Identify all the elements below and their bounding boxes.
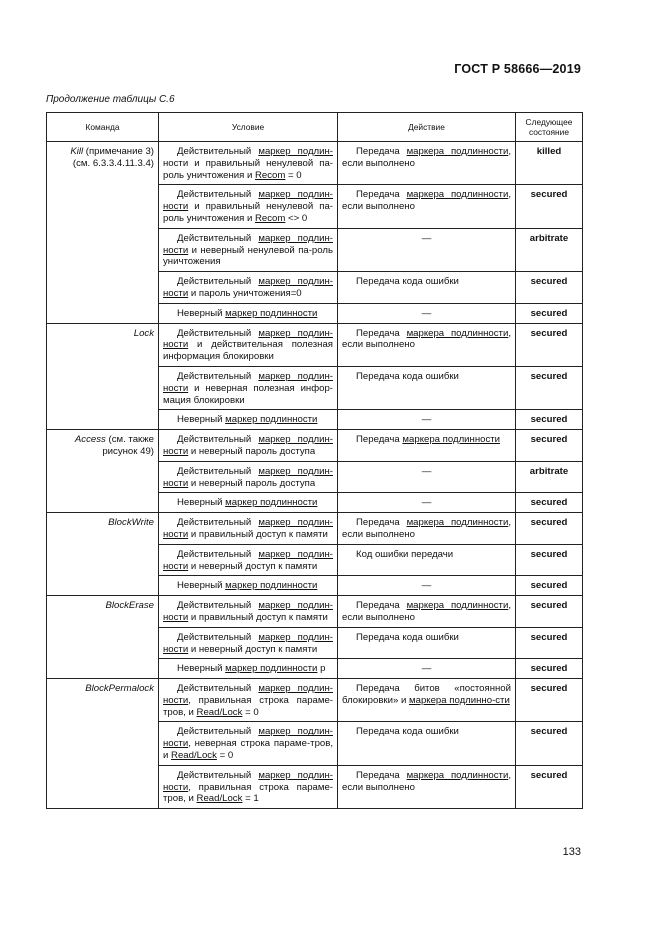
underlined-term: маркера подлинности bbox=[406, 189, 509, 201]
text-fragment: и неверный ненулевой па-роль уничтожения bbox=[163, 244, 333, 268]
underlined-term: Read/Lock bbox=[171, 750, 217, 762]
text-fragment: Передача bbox=[356, 517, 407, 529]
command-cell bbox=[47, 596, 159, 628]
table-row bbox=[47, 493, 583, 513]
text-fragment: Неверный bbox=[177, 497, 226, 509]
text-fragment: — bbox=[421, 663, 432, 675]
underlined-term: маркер подлин-ности bbox=[163, 769, 333, 793]
table-row bbox=[47, 366, 583, 409]
condition-cell bbox=[159, 430, 338, 462]
action-cell bbox=[338, 366, 516, 409]
text-fragment: = 1 bbox=[242, 793, 259, 805]
next-state-cell: secured bbox=[516, 493, 583, 513]
text-fragment: — bbox=[421, 414, 432, 426]
table-row bbox=[47, 142, 583, 185]
command-cell bbox=[47, 366, 159, 409]
text-fragment: Действительный bbox=[177, 327, 259, 339]
next-state-cell: secured bbox=[516, 765, 583, 808]
action-cell bbox=[338, 544, 516, 576]
text-fragment: Действительный bbox=[177, 726, 259, 738]
condition-cell bbox=[159, 366, 338, 409]
condition-cell bbox=[159, 659, 338, 679]
command-cell bbox=[47, 659, 159, 679]
text-fragment: = 0 bbox=[242, 706, 259, 718]
text-fragment: и неверная полезная инфор-мация блокировки bbox=[163, 382, 333, 406]
condition-cell bbox=[159, 513, 338, 545]
command-cell bbox=[47, 493, 159, 513]
table-header-row bbox=[47, 113, 583, 142]
underlined-term: маркер подлин-ности bbox=[163, 517, 333, 540]
table-row bbox=[47, 461, 583, 493]
next-state-cell: secured bbox=[516, 596, 583, 628]
table-row bbox=[47, 410, 583, 430]
underlined-term: маркера подлинности bbox=[406, 517, 509, 529]
condition-cell bbox=[159, 627, 338, 659]
underlined-term: маркер подлин-ности bbox=[163, 726, 333, 750]
underlined-term: маркер подлин-ности bbox=[163, 232, 333, 256]
table-row bbox=[47, 679, 583, 722]
next-state-cell: secured bbox=[516, 544, 583, 576]
text-fragment: и неверный доступ к памяти bbox=[188, 643, 318, 655]
text-fragment: и неверный пароль доступа bbox=[188, 477, 316, 489]
text-fragment: Передача кода ошибки bbox=[356, 370, 459, 382]
text-fragment: Действительный bbox=[177, 769, 259, 781]
command-cell bbox=[47, 303, 159, 323]
text-fragment: р bbox=[317, 663, 326, 675]
underlined-term: маркер подлин-ности bbox=[163, 683, 333, 706]
text-fragment: Передача битов «постоянной блокировки» и bbox=[342, 683, 511, 706]
action-cell bbox=[338, 765, 516, 808]
next-state-cell: secured bbox=[516, 272, 583, 304]
action-cell bbox=[338, 596, 516, 628]
action-cell bbox=[338, 513, 516, 545]
text-fragment: Действительный bbox=[177, 146, 259, 157]
underlined-term: маркер подлин-ности bbox=[163, 465, 333, 489]
action-cell bbox=[338, 461, 516, 493]
underlined-term: маркер подлинности bbox=[225, 580, 318, 592]
underlined-term: Read/Lock bbox=[196, 793, 243, 805]
condition-cell bbox=[159, 544, 338, 576]
underlined-term: маркера подлинности bbox=[402, 434, 501, 446]
text-fragment: — bbox=[421, 232, 432, 244]
table-row bbox=[47, 272, 583, 304]
command-cell bbox=[47, 513, 159, 545]
text-fragment: Действительный bbox=[177, 189, 259, 201]
text-fragment: и правильный доступ к памяти bbox=[188, 528, 328, 540]
text-fragment: Код ошибки передачи bbox=[356, 548, 454, 560]
text-fragment: ности и правильный ненулевой па-роль уничтожения и bbox=[163, 157, 333, 181]
text-fragment: Передача bbox=[356, 327, 407, 339]
underlined-term: маркер подлинности bbox=[225, 497, 318, 509]
underlined-term: маркер подлинности bbox=[225, 307, 318, 319]
condition-cell bbox=[159, 461, 338, 493]
table-row bbox=[47, 596, 583, 628]
text-fragment: , если выполнено bbox=[342, 189, 511, 213]
text-fragment: Неверный bbox=[177, 414, 226, 426]
command-cell bbox=[47, 461, 159, 493]
action-cell bbox=[338, 627, 516, 659]
command-cell bbox=[47, 430, 159, 462]
underlined-term: маркер подлин-ности bbox=[163, 276, 333, 299]
text-fragment: <> 0 bbox=[285, 212, 308, 224]
command-name: Access bbox=[74, 434, 106, 446]
command-name: Lock bbox=[133, 327, 154, 339]
next-state-cell: secured bbox=[516, 513, 583, 545]
table-row bbox=[47, 323, 583, 366]
action-cell bbox=[338, 272, 516, 304]
text-fragment: Действительный bbox=[177, 370, 259, 382]
underlined-term: маркер подлин-ности bbox=[163, 370, 333, 394]
table-row bbox=[47, 576, 583, 596]
command-cell bbox=[47, 272, 159, 304]
text-fragment: , если выполнено bbox=[342, 769, 511, 793]
text-fragment: Действительный bbox=[177, 276, 259, 288]
text-fragment: и действительная полезная информация блокировки bbox=[163, 339, 333, 363]
text-fragment: Действительный bbox=[177, 517, 259, 529]
action-cell bbox=[338, 323, 516, 366]
next-state-cell: secured bbox=[516, 627, 583, 659]
command-name: BlockPermalock bbox=[85, 683, 154, 695]
table-row bbox=[47, 722, 583, 765]
underlined-term: маркера подлинности bbox=[406, 769, 509, 781]
command-cell bbox=[47, 627, 159, 659]
page-number: 133 bbox=[562, 846, 581, 858]
underlined-term: маркер подлин-ности bbox=[163, 548, 333, 572]
text-fragment: = 0 bbox=[216, 750, 234, 762]
command-note: (примечание 3) (см. 6.3.3.4.11.3.4) bbox=[72, 146, 154, 169]
text-fragment: Действительный bbox=[177, 600, 259, 612]
next-state-cell: secured bbox=[516, 303, 583, 323]
text-fragment: Неверный bbox=[177, 580, 226, 592]
text-fragment: и неверный доступ к памяти bbox=[188, 560, 318, 572]
underlined-term: маркер подлинности bbox=[225, 414, 318, 426]
underlined-term: Read/Lock bbox=[196, 706, 243, 718]
text-fragment: и правильный доступ к памяти bbox=[188, 611, 328, 623]
text-fragment: Передача bbox=[356, 189, 407, 201]
text-fragment: Передача bbox=[356, 146, 407, 157]
next-state-cell: secured bbox=[516, 410, 583, 430]
text-fragment: Неверный bbox=[177, 307, 226, 319]
underlined-term: маркер подлинности bbox=[225, 663, 318, 675]
command-name: BlockErase bbox=[105, 600, 154, 612]
underlined-term: маркер подлин-ности bbox=[163, 434, 333, 457]
next-state-cell: secured bbox=[516, 430, 583, 462]
document-code: ГОСТ Р 58666—2019 bbox=[454, 62, 581, 76]
condition-cell bbox=[159, 576, 338, 596]
next-state-cell: secured bbox=[516, 185, 583, 228]
table-row bbox=[47, 228, 583, 271]
command-cell bbox=[47, 576, 159, 596]
action-cell bbox=[338, 679, 516, 722]
next-state-cell: secured bbox=[516, 576, 583, 596]
text-fragment: , если выполнено bbox=[342, 146, 511, 169]
condition-cell bbox=[159, 272, 338, 304]
text-fragment: — bbox=[421, 497, 432, 509]
action-cell bbox=[338, 303, 516, 323]
text-fragment: Передача кода ошибки bbox=[356, 631, 459, 643]
underlined-term: маркер подлин- bbox=[258, 146, 333, 157]
text-fragment: , неверная строка параме-тров, и bbox=[163, 738, 333, 762]
text-fragment: Действительный bbox=[177, 434, 259, 446]
command-cell bbox=[47, 410, 159, 430]
command-cell bbox=[47, 765, 159, 808]
table-row bbox=[47, 303, 583, 323]
column-header-command: Команда bbox=[47, 113, 159, 142]
text-fragment: — bbox=[421, 580, 432, 592]
text-fragment: , если выполнено bbox=[342, 327, 511, 351]
underlined-term: маркер подлин-ности bbox=[163, 600, 333, 623]
underlined-term: маркера подлинности bbox=[406, 146, 509, 157]
condition-cell bbox=[159, 185, 338, 228]
text-fragment: Передача bbox=[356, 600, 407, 612]
text-fragment: Неверный bbox=[177, 663, 226, 675]
text-fragment: Передача bbox=[356, 769, 407, 781]
text-fragment: и правильный ненулевой па-роль уничтожения и bbox=[163, 201, 333, 224]
text-fragment: Действительный bbox=[177, 232, 259, 244]
command-name: BlockWrite bbox=[108, 517, 154, 529]
condition-cell bbox=[159, 228, 338, 271]
text-fragment: , если выполнено bbox=[342, 600, 511, 623]
next-state-cell: secured bbox=[516, 323, 583, 366]
action-cell bbox=[338, 228, 516, 271]
underlined-term: Recom bbox=[254, 212, 286, 224]
table-caption: Продолжение таблицы С.6 bbox=[46, 94, 175, 105]
action-cell bbox=[338, 185, 516, 228]
text-fragment: , правильная строка параме-тров, и bbox=[163, 694, 333, 718]
underlined-term: маркера подлинности bbox=[406, 600, 509, 612]
table-row bbox=[47, 627, 583, 659]
table-row bbox=[47, 430, 583, 462]
command-cell bbox=[47, 544, 159, 576]
next-state-cell: secured bbox=[516, 659, 583, 679]
text-fragment: Действительный bbox=[177, 683, 259, 695]
table-row bbox=[47, 659, 583, 679]
next-state-cell: secured bbox=[516, 366, 583, 409]
text-fragment: Передача кода ошибки bbox=[356, 276, 459, 288]
command-name: Kill bbox=[70, 146, 84, 157]
condition-cell bbox=[159, 410, 338, 430]
text-fragment: Действительный bbox=[177, 465, 259, 477]
column-header-next-state: Следующее состояние bbox=[516, 113, 583, 142]
text-fragment: и пароль уничтожения=0 bbox=[188, 287, 302, 299]
command-cell bbox=[47, 228, 159, 271]
command-cell bbox=[47, 323, 159, 366]
underlined-term: маркер подлин-ности bbox=[163, 327, 333, 351]
action-cell bbox=[338, 576, 516, 596]
table-row bbox=[47, 185, 583, 228]
command-cell bbox=[47, 722, 159, 765]
underlined-term: Recom bbox=[254, 169, 286, 181]
text-fragment: Передача bbox=[356, 434, 403, 446]
next-state-cell: secured bbox=[516, 722, 583, 765]
condition-cell bbox=[159, 493, 338, 513]
action-cell bbox=[338, 430, 516, 462]
commands-table bbox=[46, 112, 583, 809]
table-row bbox=[47, 544, 583, 576]
text-fragment: , если выполнено bbox=[342, 517, 511, 540]
action-cell bbox=[338, 410, 516, 430]
column-header-condition: Условие bbox=[159, 113, 338, 142]
next-state-cell: arbitrate bbox=[516, 228, 583, 271]
condition-cell bbox=[159, 303, 338, 323]
action-cell bbox=[338, 659, 516, 679]
text-fragment: Действительный bbox=[177, 548, 259, 560]
next-state-cell: secured bbox=[516, 679, 583, 722]
underlined-term: маркер подлин-ности bbox=[163, 631, 333, 655]
text-fragment: = 0 bbox=[285, 169, 302, 181]
action-cell bbox=[338, 493, 516, 513]
text-fragment: Передача кода ошибки bbox=[356, 726, 459, 738]
action-cell bbox=[338, 722, 516, 765]
condition-cell bbox=[159, 722, 338, 765]
next-state-cell: killed bbox=[516, 142, 583, 185]
command-cell bbox=[47, 185, 159, 228]
underlined-term: маркер подлин-ности bbox=[163, 189, 333, 213]
table-row bbox=[47, 513, 583, 545]
condition-cell bbox=[159, 142, 338, 185]
column-header-action: Действие bbox=[338, 113, 516, 142]
table-body bbox=[47, 142, 583, 809]
text-fragment: — bbox=[421, 307, 432, 319]
table-row bbox=[47, 765, 583, 808]
command-note: (см. также рисунок 49) bbox=[102, 434, 154, 457]
condition-cell bbox=[159, 679, 338, 722]
next-state-cell: arbitrate bbox=[516, 461, 583, 493]
underlined-term: маркера подлинно-сти bbox=[409, 694, 510, 706]
condition-cell bbox=[159, 323, 338, 366]
underlined-term: маркера подлинности bbox=[406, 327, 509, 339]
command-cell bbox=[47, 679, 159, 722]
command-cell bbox=[47, 142, 159, 185]
condition-cell bbox=[159, 596, 338, 628]
text-fragment: — bbox=[421, 465, 432, 477]
condition-cell bbox=[159, 765, 338, 808]
text-fragment: , правильная строка параме-тров, и bbox=[163, 781, 333, 805]
action-cell bbox=[338, 142, 516, 185]
text-fragment: Действительный bbox=[177, 631, 259, 643]
text-fragment: и неверный пароль доступа bbox=[188, 445, 316, 457]
